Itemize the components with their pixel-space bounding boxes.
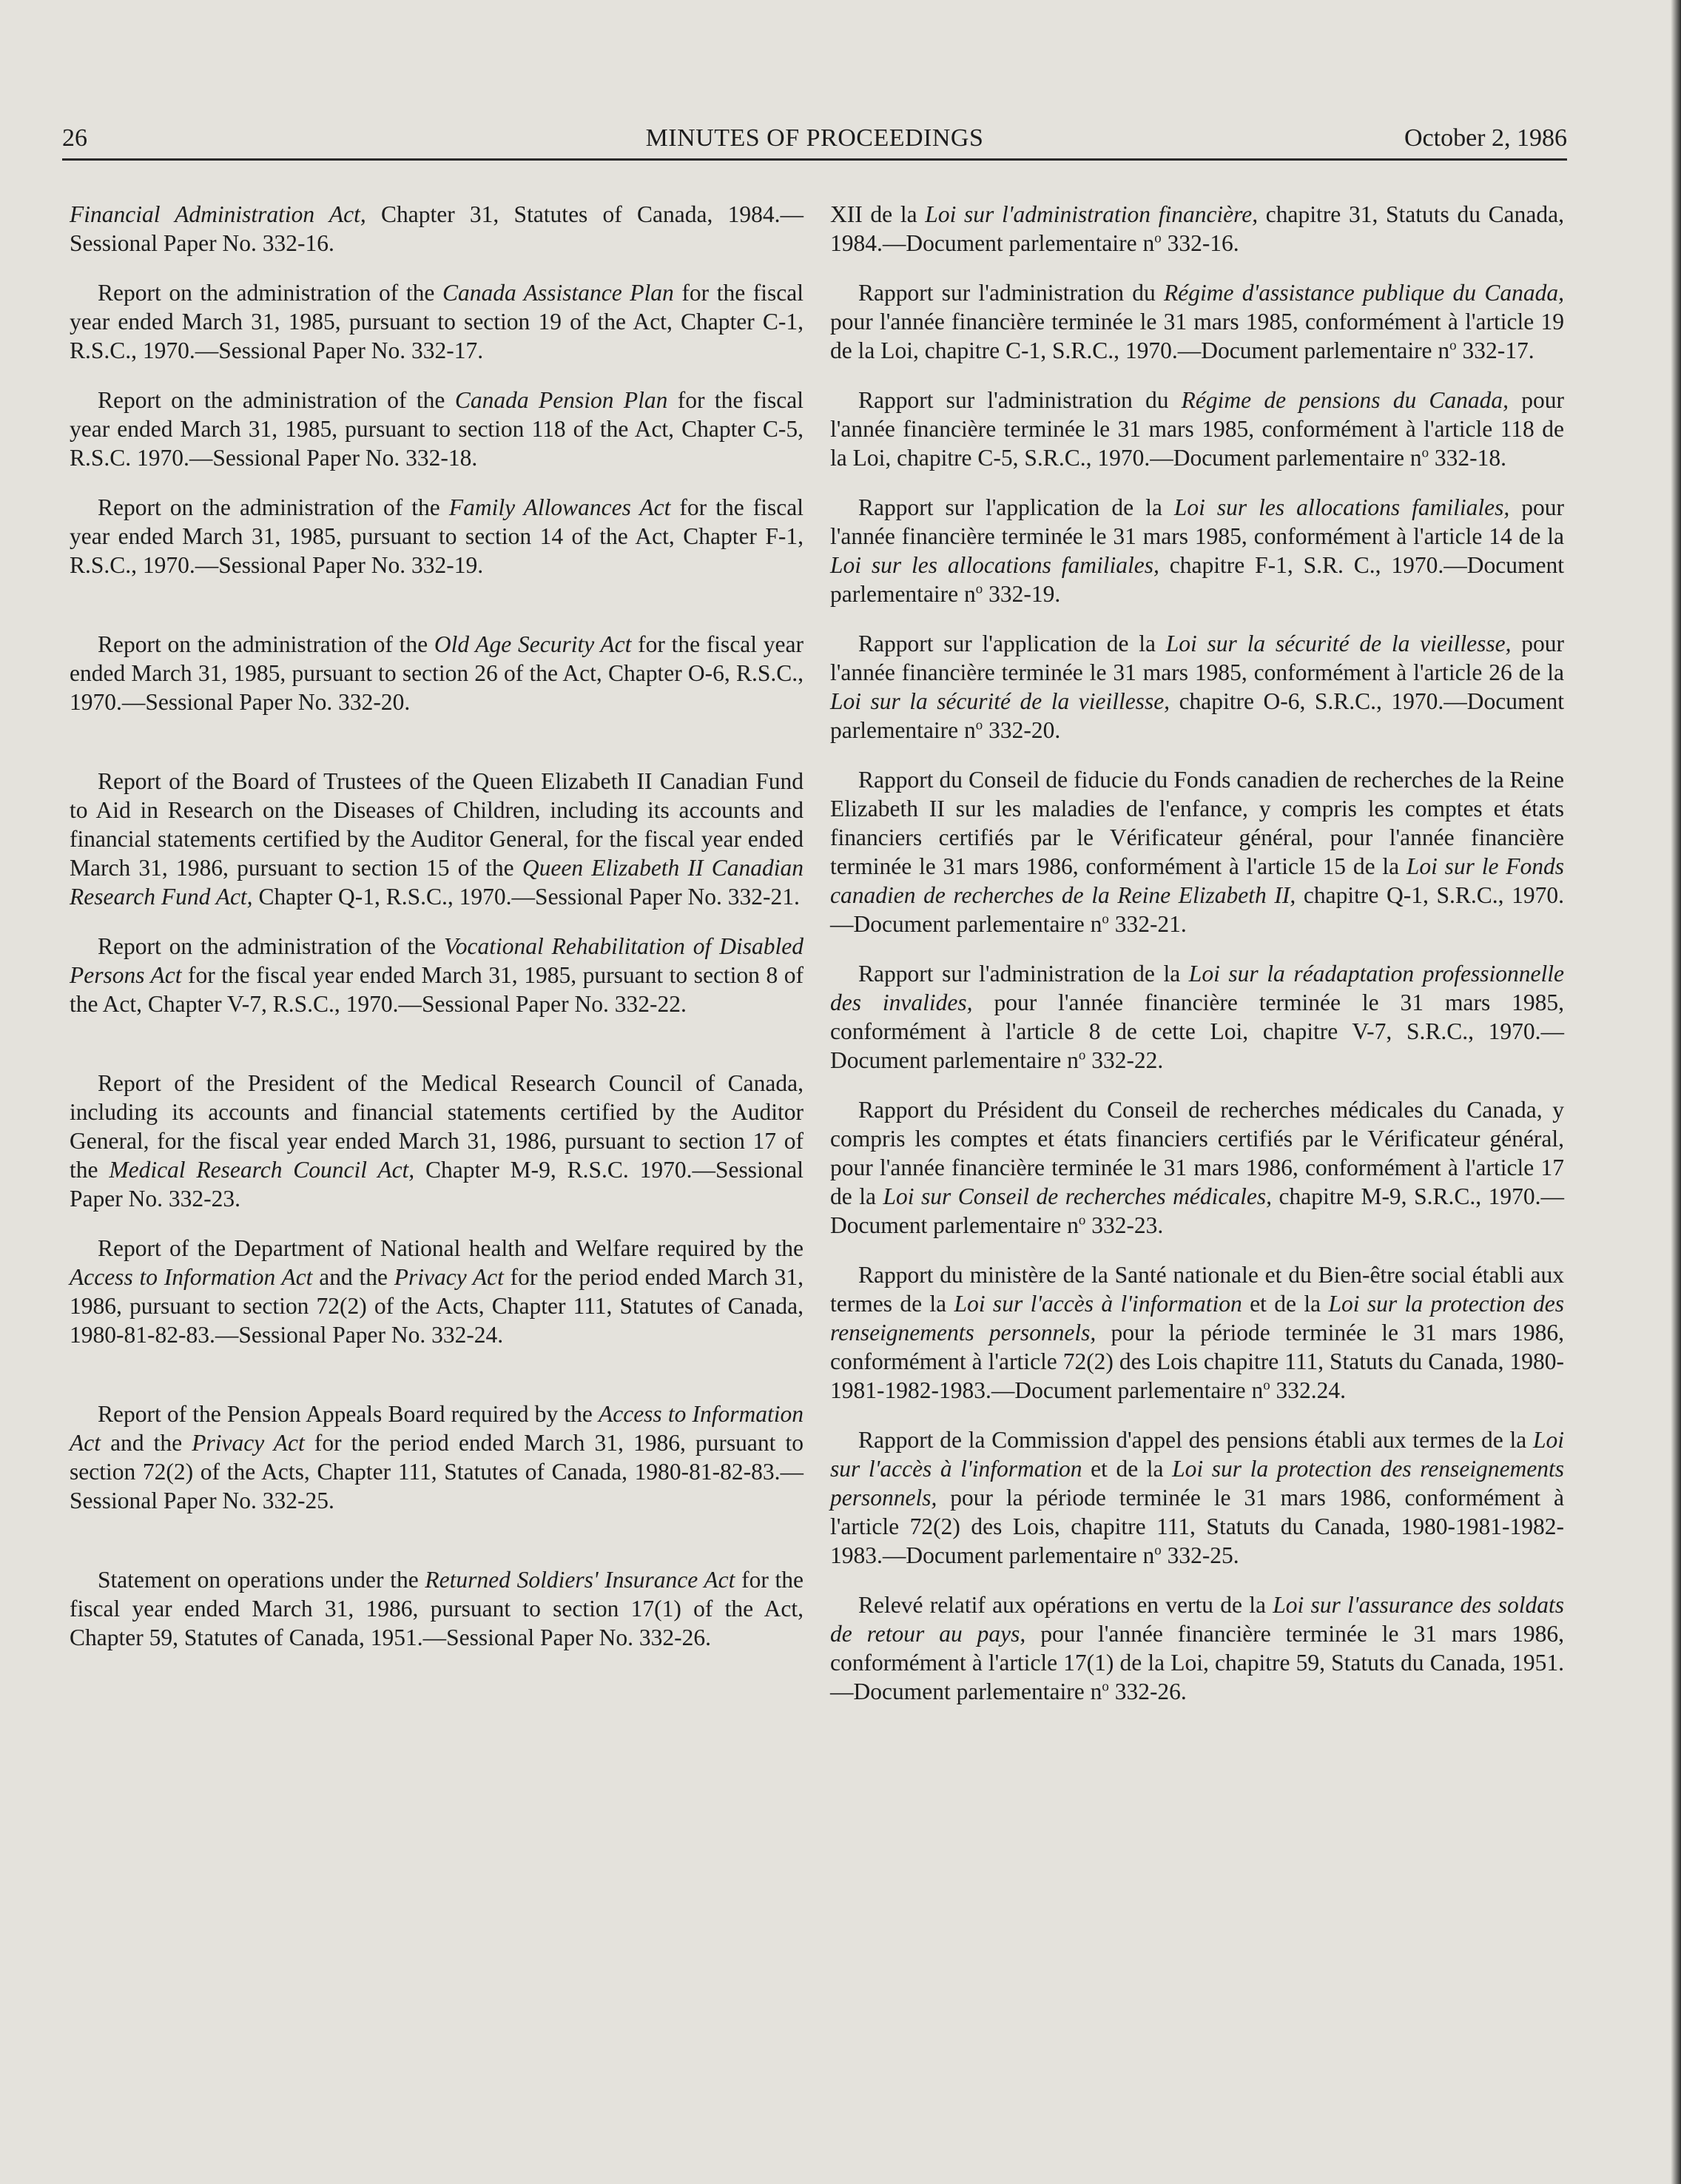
paragraph-fr-1 (830, 278, 1564, 365)
text: and the (312, 1264, 394, 1290)
italic-text: Access to Information Act (70, 1264, 313, 1290)
superscript: o (1449, 337, 1457, 354)
text: 332-16. (1161, 230, 1239, 256)
italic-text: Loi sur l'administration financière, (925, 201, 1259, 227)
italic-text: Loi sur la protection des renseignements personnels, (830, 1456, 1564, 1511)
italic-text: Queen Elizabeth II Canadian Research Fund Act, (70, 855, 804, 910)
italic-text: Loi sur les allocations familiales, (1173, 494, 1510, 520)
text: Rapport sur l'administration du (858, 387, 1182, 413)
paragraph-en-3 (70, 493, 804, 579)
text: Relevé relatif aux opérations en vertu de la (858, 1592, 1273, 1618)
italic-text: Medical Research Council Act, (109, 1157, 415, 1183)
text: for the period ended March 31, 1986, pursuant to section 72(2) of the Acts, Chapter 111, Statutes of Canada, 1980-81-82-83.—Sessional Paper No. 332-25. (70, 1430, 804, 1513)
text: Rapport du ministère de la Santé nationale et du Bien-être social établi aux termes de la (830, 1262, 1564, 1317)
superscript: o (1263, 1377, 1270, 1394)
italic-text: Privacy Act (394, 1264, 504, 1290)
text: for the fiscal year ended March 31, 1985, pursuant to section 14 of the Act, Chapter F-1, R.S.C., 1970.—Sessional Paper No. 332-19. (70, 494, 804, 578)
superscript: o (975, 581, 983, 597)
italic-text: Loi sur la sécurité de la vieillesse, (830, 688, 1170, 714)
italic-text: Returned Soldiers' Insurance Act (425, 1567, 735, 1593)
text: Rapport sur l'administration du (858, 280, 1165, 306)
italic-text: Old Age Security Act (434, 631, 632, 657)
text: Report on the administration of the (98, 387, 455, 413)
text: Statement on operations under the (98, 1567, 425, 1593)
paragraph-en-7 (70, 1069, 804, 1213)
italic-text: Loi sur la sécurité de la vieillesse, (1165, 631, 1512, 656)
page-header (62, 117, 1567, 155)
paragraph-fr-5 (830, 765, 1564, 938)
italic-text: Family Allowances Act (448, 494, 671, 520)
text: pour l'année financière terminée le 31 mars 1985, conformément à l'article 14 de la (830, 494, 1564, 549)
paragraph-en-10 (70, 1565, 804, 1652)
text: chapitre O-6, S.R.C., 1970.—Document parlementaire n (830, 688, 1564, 743)
text: 332-26. (1108, 1679, 1187, 1704)
text: 332-19. (983, 581, 1061, 607)
paragraph-fr-6 (830, 959, 1564, 1075)
page-date: October 2, 1986 (1404, 124, 1567, 152)
italic-text: Loi sur la réadaptation professionnelle des invalides, (830, 961, 1564, 1015)
english-column (70, 200, 804, 1652)
header-rule (62, 158, 1567, 161)
text: 332-25. (1161, 1542, 1239, 1568)
italic-text: Loi sur la protection des renseignements personnels, (830, 1291, 1565, 1345)
italic-text: Régime d'assistance publique du Canada, (1164, 280, 1564, 306)
italic-text: Régime de pensions du Canada, (1181, 387, 1509, 413)
text: 332-22. (1085, 1047, 1164, 1073)
superscript: o (1154, 230, 1162, 246)
text: Report on the administration of the (98, 494, 449, 520)
superscript: o (1102, 911, 1109, 927)
paragraph-fr-7 (830, 1095, 1564, 1240)
text: Rapport du Président du Conseil de recherches médicales du Canada, y compris les comptes et états financiers certifiés par le Vérificateur général, pour l'année financière terminée le 31 mars 1986, conformément à l'article 17 de la (830, 1097, 1564, 1209)
text: for the fiscal year ended March 31, 1985, pursuant to section 8 of the Act, Chapter V-7, R.S.C., 1970.—Sessional Paper No. 332-22. (70, 962, 804, 1017)
paragraph-en-2 (70, 386, 804, 472)
text: for the fiscal year ended March 31, 1985, pursuant to section 118 of the Act, Chapter C-5, R.S.C. 1970.—Sessional Paper No. 332-18. (70, 387, 804, 471)
paragraph-fr-2 (830, 386, 1564, 472)
text: Rapport sur l'application de la (858, 631, 1166, 656)
paragraph-fr-3 (830, 493, 1564, 608)
italic-text: Loi sur le Fonds canadien de recherches de la Reine Elizabeth II, (830, 853, 1564, 908)
text: pour l'année financière terminée le 31 mars 1986, conformément à l'article 17(1) de la Loi, chapitre 59, Statuts du Canada, 1951.—Document parlementaire n (830, 1621, 1564, 1704)
text: chapitre 31, Statuts du Canada, 1984.—Document parlementaire n (830, 201, 1565, 256)
paragraph-en-5 (70, 767, 804, 911)
text: 332-23. (1085, 1212, 1164, 1238)
text: 332.24. (1270, 1377, 1347, 1403)
superscript: o (1078, 1047, 1086, 1064)
italic-text: Loi sur les allocations familiales, (830, 552, 1159, 578)
superscript: o (1154, 1542, 1162, 1559)
text: for the fiscal year ended March 31, 1986, pursuant to section 17(1) of the Act, Chapter 59, Statutes of Canada, 1951.—Sessional Paper No. 332-26. (70, 1567, 804, 1650)
text: Chapter M-9, R.S.C. 1970.—Sessional Paper No. 332-23. (70, 1157, 804, 1212)
text: pour la période terminée le 31 mars 1986, conformément à l'article 72(2) des Lois, chapitre 111, Statuts du Canada, 1980-1981-1982-1983.—Document parlementaire n (830, 1485, 1564, 1568)
italic-text: Canada Pension Plan (454, 387, 668, 413)
text: 332-18. (1429, 445, 1507, 471)
superscript: o (1078, 1212, 1086, 1229)
text: 332-17. (1456, 337, 1535, 363)
text: chapitre M-9, S.R.C., 1970.—Document parlementaire n (830, 1183, 1564, 1238)
italic-text: Loi sur l'assurance des soldats de retour au pays, (830, 1592, 1564, 1647)
paragraph-fr-8 (830, 1260, 1564, 1405)
page-number: 26 (62, 124, 87, 152)
paragraph-fr-10 (830, 1590, 1564, 1706)
text: and the (100, 1430, 192, 1456)
text: Rapport du Conseil de fiducie du Fonds canadien de recherches de la Reine Elizabeth II sur les maladies de l'enfance, y compris les comptes et états financiers certifiés par le Vérificateur général, pour l'année financière terminée le 31 mars 1986, conformément à l'article 15 de la (830, 767, 1564, 879)
text: chapitre F-1, S.R. C., 1970.—Document parlementaire n (830, 552, 1564, 607)
paragraph-en-6 (70, 932, 804, 1018)
text: for the fiscal year ended March 31, 1985, pursuant to section 19 of the Act, Chapter C-1, R.S.C., 1970.—Sessional Paper No. 332-17. (70, 280, 804, 363)
text: Report on the administration of the (98, 933, 444, 959)
text: pour l'année financière terminée le 31 mars 1985, conformément à l'article 26 de la (830, 631, 1565, 685)
superscript: o (1102, 1679, 1109, 1695)
text: Rapport de la Commission d'appel des pensions établi aux termes de la (858, 1427, 1533, 1453)
text: chapitre Q-1, S.R.C., 1970.—Document parlementaire n (830, 882, 1564, 937)
text: Report on the administration of the (98, 631, 434, 657)
italic-text: Financial Administration Act, (70, 201, 366, 227)
text: pour l'année financière terminée le 31 mars 1985, conformément à l'article 8 de cette Loi, chapitre V-7, S.R.C., 1970.—Document parlementaire n (830, 989, 1565, 1073)
text: Report on the administration of the (98, 280, 442, 306)
page-title: MINUTES OF PROCEEDINGS (645, 124, 984, 152)
text: et de la (1082, 1456, 1173, 1482)
paragraph-en-0 (70, 200, 804, 258)
scan-edge-shadow (1671, 0, 1681, 2184)
text: Rapport sur l'application de la (858, 494, 1174, 520)
superscript: o (975, 717, 983, 733)
italic-text: Loi sur Conseil de recherches médicales, (883, 1183, 1272, 1209)
text: Report of the Pension Appeals Board required by the (98, 1401, 599, 1427)
text: Chapter Q-1, R.S.C., 1970.—Sessional Paper No. 332-21. (252, 884, 800, 910)
text: 332-21. (1108, 911, 1187, 937)
italic-text: Loi sur l'accès à l'information (954, 1291, 1242, 1317)
text: pour l'année financière terminée le 31 mars 1985, conformément à l'article 118 de la Loi, chapitre C-5, S.R.C., 1970.—Document parlementaire n (830, 387, 1564, 471)
paragraph-fr-0 (830, 200, 1564, 258)
text: Report of the Board of Trustees of the Queen Elizabeth II Canadian Fund to Aid in Research on the Diseases of Children, including its accounts and financial statements certified by the Auditor General, for the fiscal year ended March 31, 1986, pursuant to section 15 of the (70, 768, 804, 881)
superscript: o (1421, 445, 1429, 461)
italic-text: Vocational Rehabilitation of Disabled Persons Act (70, 933, 804, 988)
text: Chapter 31, Statutes of Canada, 1984.—Sessional Paper No. 332-16. (70, 201, 804, 256)
french-column (830, 200, 1564, 1706)
text: pour l'année financière terminée le 31 mars 1985, conformément à l'article 19 de la Loi, chapitre C-1, S.R.C., 1970.—Document parlementaire n (830, 309, 1564, 363)
text: pour la période terminée le 31 mars 1986, conformément à l'article 72(2) des Lois chapitre 111, Statuts du Canada, 1980-1981-1982-1983.—Document parlementaire n (830, 1320, 1564, 1403)
paragraph-en-1 (70, 278, 804, 365)
text: et de la (1242, 1291, 1329, 1317)
paragraph-en-9 (70, 1400, 804, 1515)
paragraph-en-8 (70, 1234, 804, 1349)
text: XII de la (830, 201, 926, 227)
paragraph-fr-4 (830, 629, 1564, 745)
text: 332-20. (983, 717, 1061, 743)
text: Report of the President of the Medical Research Council of Canada, including its accounts and financial statements certified by the Auditor General, for the fiscal year ended March 31, 1986, pursuant to section 17 of the (70, 1070, 804, 1183)
paragraph-fr-9 (830, 1425, 1564, 1570)
italic-text: Canada Assistance Plan (442, 280, 674, 306)
text: Rapport sur l'administration de la (858, 961, 1189, 987)
text: Report of the Department of National health and Welfare required by the (98, 1235, 804, 1261)
italic-text: Access to Information Act (70, 1401, 804, 1456)
paragraph-en-4 (70, 630, 804, 716)
italic-text: Loi sur l'accès à l'information (830, 1427, 1564, 1482)
text: for the fiscal year ended March 31, 1985, pursuant to section 26 of the Act, Chapter O-6, R.S.C., 1970.—Sessional Paper No. 332-20. (70, 631, 804, 715)
italic-text: Privacy Act (192, 1430, 305, 1456)
text: for the period ended March 31, 1986, pursuant to section 72(2) of the Acts, Chapter 111, Statutes of Canada, 1980-81-82-83.—Sessional Paper No. 332-24. (70, 1264, 804, 1348)
